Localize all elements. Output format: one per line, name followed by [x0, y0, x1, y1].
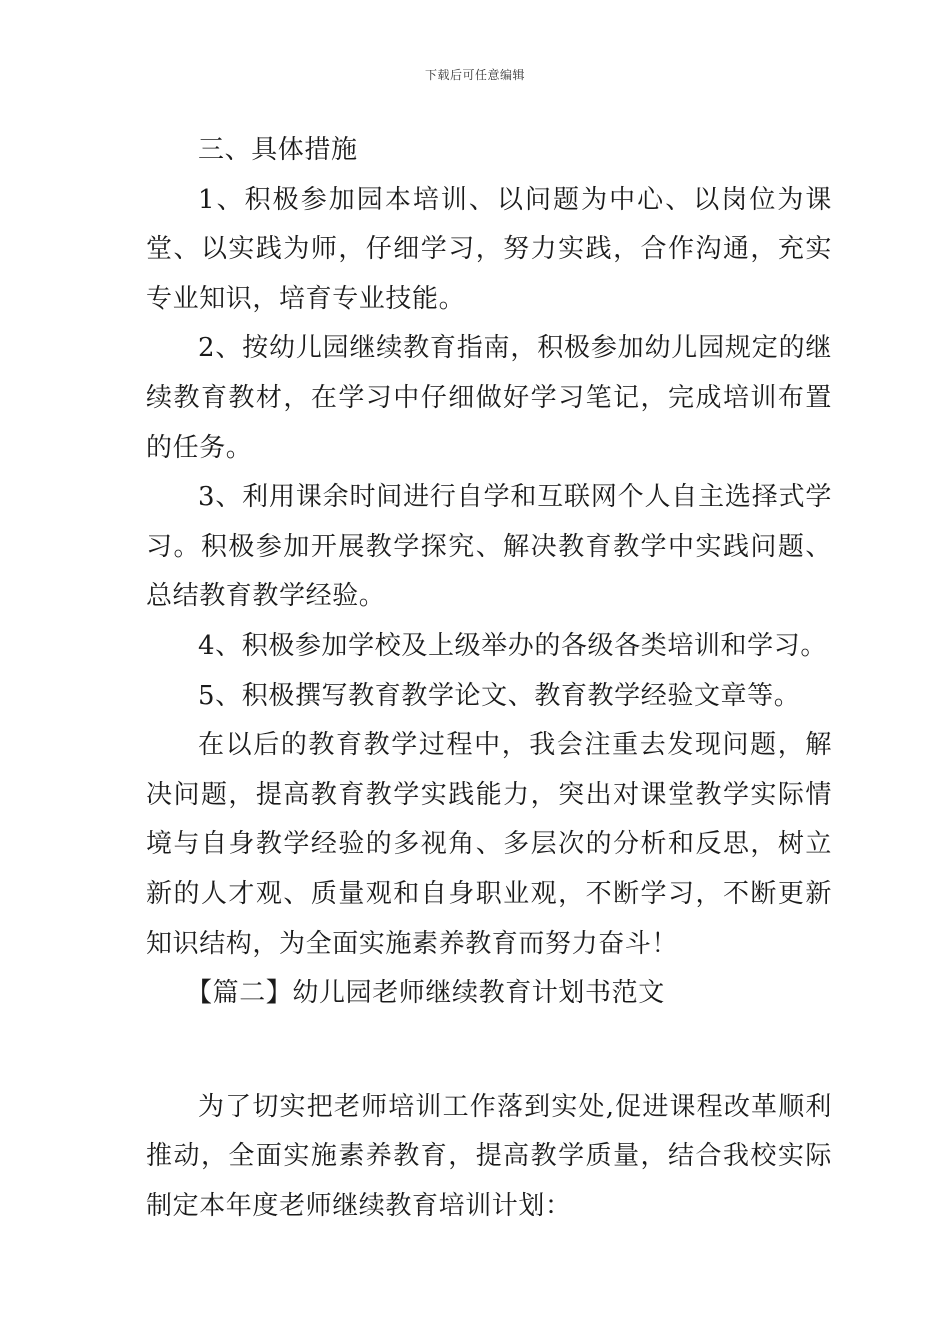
measure-item-5: 5、积极撰写教育教学论文、教育教学经验文章等。: [198, 680, 801, 711]
measure-item-4: 4、积极参加学校及上级举办的各级各类培训和学习。: [198, 630, 827, 661]
measure-item-2: 2、按幼儿园继续教育指南，积极参加幼儿园规定的继续教育教材，在学习中仔细做好学习笔记，完成培训布置的任务。: [146, 333, 832, 463]
measure-item-1: 1、积极参加园本培训、以问题为中心、以岗位为课堂、以实践为师，仔细学习，努力实践，合作沟通，充实专业知识，培育专业技能。: [146, 184, 832, 314]
blank-gap: [146, 1019, 832, 1083]
section-heading: 三、具体措施: [198, 135, 358, 165]
document-body: [146, 126, 832, 1231]
measure-item-3: 3、利用课余时间进行自学和互联网个人自主选择式学习。积极参加开展教学探究、解决教育教学中实践问题、总结教育教学经验。: [146, 482, 832, 612]
section-title: 【篇二】幼儿园老师继续教育计划书范文: [186, 978, 665, 1009]
header-note: 下载后可任意编辑: [424, 68, 525, 82]
conclusion-paragraph: 在以后的教育教学过程中，我会注重去发现问题，解决问题，提高教育教学实践能力，突出对课堂教学实际情境与自身教学经验的多视角、多层次的分析和反思，树立新的人才观、质量观和自身职业观，不断学习，不断更新知识结构，为全面实施素养教育而努力奋斗！: [146, 730, 832, 959]
intro-paragraph: 为了切实把老师培训工作落到实处,促进课程改革顺利推动，全面实施素养教育，提高教学质量，结合我校实际制定本年度老师继续教育培训计划：: [146, 1091, 832, 1221]
